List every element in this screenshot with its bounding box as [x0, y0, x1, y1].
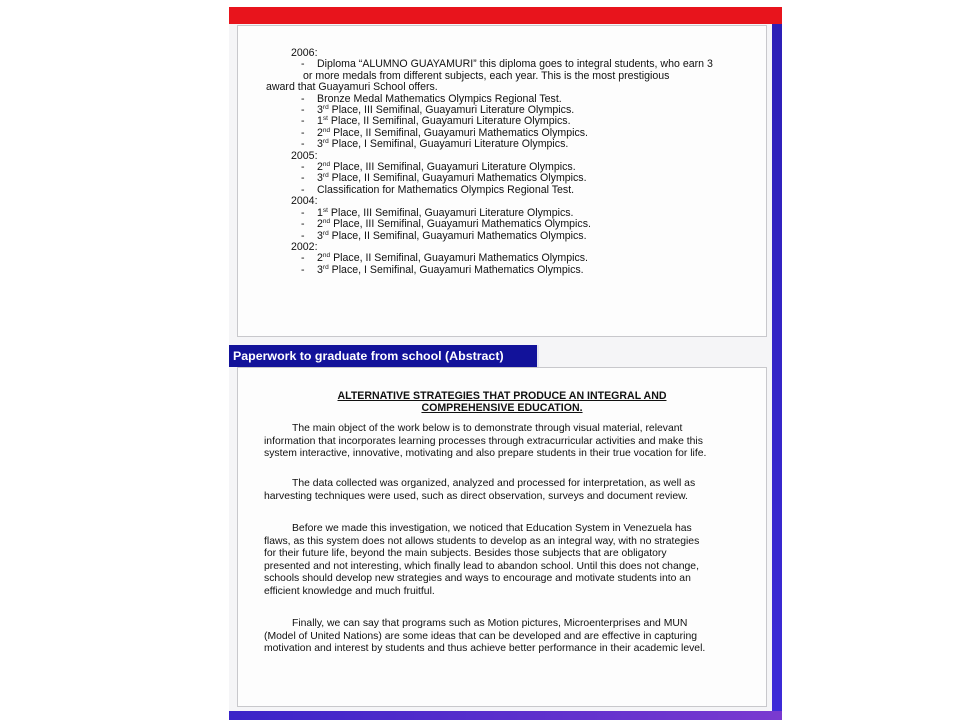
place-suffix: rd [322, 138, 329, 146]
bullet-dash: - [301, 252, 305, 265]
section-heading: Paperwork to graduate from school (Abstract) [229, 345, 539, 367]
place-suffix: nd [322, 126, 331, 134]
award-line-continued: or more medals from different subjects, each year. This is the most prestigious [303, 69, 670, 82]
paragraph-line: motivation and interest by students and thus achieve better performance in their academic level. [264, 643, 706, 655]
award-text: Diploma “ALUMNO GUAYAMURI” this diploma goes to integral students, who earn 3 [317, 58, 713, 71]
paragraph-line: flaws, as this system does not allows students to develop as an integral way, with no strategies [264, 535, 700, 547]
place-number: 3 [317, 263, 323, 276]
abstract-paragraph [264, 618, 754, 656]
award-line-continued: award that Guayamuri School offers. [266, 81, 438, 94]
bullet-dash: - [301, 58, 305, 71]
place-number: 2 [317, 252, 323, 265]
paragraph-line: schools should develop new strategies and ways to encourage and motivate students into an [264, 573, 691, 585]
bullet-dash: - [301, 92, 305, 105]
paragraph-line: information that incorporates learning processes through extracurricular activities and make this [264, 435, 703, 447]
paragraph-line: system interactive, innovative, motivating and also prepare students in their true vocation for life. [264, 448, 707, 460]
award-year: 2005: [291, 149, 318, 162]
place-suffix: nd [322, 218, 331, 226]
award-text: Place, III Semifinal, Guayamuri Mathematics Olympics. [330, 218, 591, 231]
award-text: Place, II Semifinal, Guayamuri Mathematics Olympics. [330, 126, 589, 139]
paragraph-line: Finally, we can say that programs such as Motion pictures, Microenterprises and MUN [292, 618, 688, 629]
award-item [238, 139, 713, 150]
place-number: 1 [317, 206, 323, 219]
place-suffix: rd [322, 172, 329, 180]
abstract-paragraph [264, 478, 754, 503]
abstract-paragraph [264, 423, 754, 461]
award-item [238, 265, 713, 276]
paragraph-line: efficient knowledge and much fruitful. [264, 585, 435, 597]
place-suffix: nd [322, 161, 331, 169]
place-number: 2 [317, 161, 323, 174]
paragraph-line: harvesting techniques were used, such as direct observation, surveys and document review. [264, 490, 688, 502]
bullet-dash: - [301, 115, 305, 128]
place-suffix: st [322, 206, 328, 214]
place-number: 3 [317, 104, 323, 117]
award-text: Classification for Mathematics Olympics Regional Test. [317, 183, 575, 196]
place-suffix: st [322, 115, 328, 123]
bullet-dash: - [301, 126, 305, 139]
bullet-dash: - [301, 138, 305, 151]
place-suffix: nd [322, 252, 331, 260]
document-page [229, 7, 782, 720]
place-suffix: rd [322, 229, 329, 237]
award-text: Bronze Medal Mathematics Olympics Regional Test. [317, 92, 562, 105]
paragraph-line: The main object of the work below is to demonstrate through visual material, relevant [292, 423, 683, 434]
paragraph-line: presented and not interesting, which finally lead to abandon school. Until this does not change, [264, 560, 699, 572]
place-number: 2 [317, 218, 323, 231]
bullet-dash: - [301, 172, 305, 185]
place-suffix: rd [322, 104, 329, 112]
award-text: Place, II Semifinal, Guayamuri Mathematics Olympics. [328, 172, 587, 185]
place-number: 3 [317, 172, 323, 185]
place-number: 1 [317, 115, 323, 128]
paragraph-line: The data collected was organized, analyzed and processed for interpretation, as well as [292, 478, 696, 489]
award-text: Place, II Semifinal, Guayamuri Literature Olympics. [327, 115, 571, 128]
bottom-blue-bar [229, 711, 782, 720]
right-blue-bar [772, 24, 782, 720]
abstract-box [237, 367, 767, 707]
award-text: Place, III Semifinal, Guayamuri Literature Olympics. [330, 161, 576, 174]
bullet-dash: - [301, 161, 305, 174]
abstract-title-line1: ALTERNATIVE STRATEGIES THAT PRODUCE AN INTEGRAL AND [337, 390, 667, 402]
paragraph-line: for their future life, beyond the main subjects. Besides those subjects that are obligatory [264, 548, 667, 560]
bullet-dash: - [301, 229, 305, 242]
award-text: Place, II Semifinal, Guayamuri Mathematics Olympics. [330, 252, 589, 265]
award-text: Place, I Semifinal, Guayamuri Literature Olympics. [328, 138, 569, 151]
place-suffix: rd [322, 263, 329, 271]
abstract-title-line2: COMPREHENSIVE EDUCATION. [421, 402, 583, 414]
award-year: 2002: [291, 240, 318, 253]
award-year: 2006: [291, 47, 318, 59]
abstract-paragraph [264, 523, 754, 599]
awards-box [237, 25, 767, 337]
award-year: 2004: [291, 195, 318, 208]
place-number: 3 [317, 229, 323, 242]
award-text: Place, III Semifinal, Guayamuri Literature Olympics. [328, 104, 575, 117]
awards-list [238, 48, 713, 276]
bullet-dash: - [301, 104, 305, 117]
bullet-dash: - [301, 206, 305, 219]
top-red-bar [229, 7, 782, 24]
bullet-dash: - [301, 218, 305, 231]
bullet-dash: - [301, 183, 305, 196]
place-number: 2 [317, 126, 323, 139]
award-text: Place, I Semifinal, Guayamuri Mathematics Olympics. [328, 263, 584, 276]
award-text: Place, III Semifinal, Guayamuri Literature Olympics. [327, 206, 574, 219]
bullet-dash: - [301, 263, 305, 276]
award-text: Place, II Semifinal, Guayamuri Mathematics Olympics. [328, 229, 587, 242]
place-number: 3 [317, 138, 323, 151]
paragraph-line: Before we made this investigation, we noticed that Education System in Venezuela has [292, 523, 692, 534]
paragraph-line: (Model of United Nations) are some ideas that can be developed and are effective in capturing [264, 630, 698, 642]
